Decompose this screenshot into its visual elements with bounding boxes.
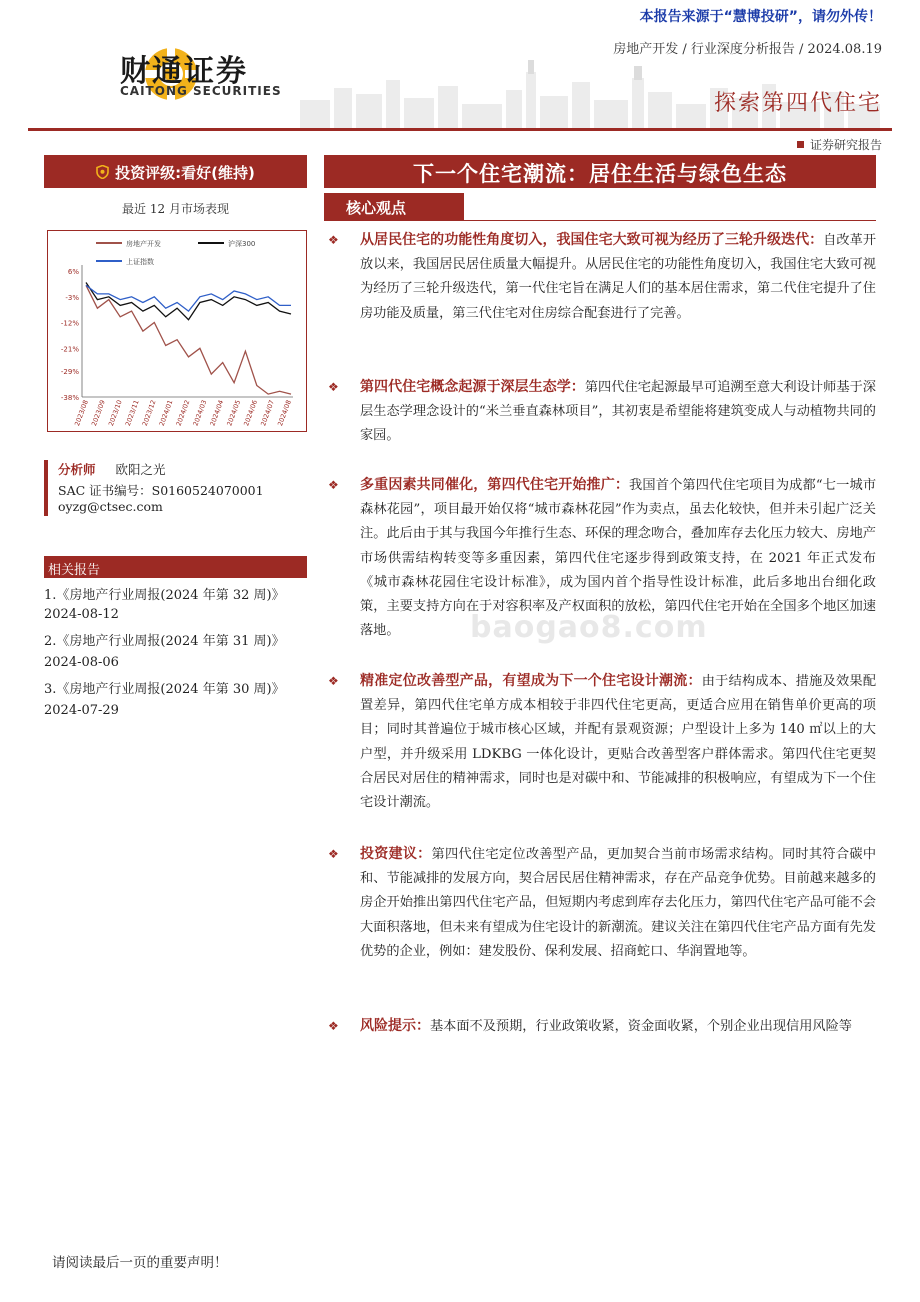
x-tick-label: 2024/03 xyxy=(191,398,209,428)
series-line xyxy=(86,283,291,320)
bullet-body: 自改革开放以来，我国居民居住质量大幅提升。从居民住宅的功能性角度切入，我国住宅大致可视为经历了三轮升级迭代，第一代住宅旨在满足人们的基本居住需求，第二代住宅提升了住房功能及质量，第三代住宅对住房综合配套进行了完善。 xyxy=(360,233,877,321)
chart-svg xyxy=(48,231,305,430)
x-tick-label: 2023/10 xyxy=(106,398,124,428)
analyst-email[interactable]: oyzg@ctsec.com xyxy=(58,499,163,514)
report-type-label: 证券研究报告 xyxy=(809,138,882,152)
core-views-label: 核心观点 xyxy=(346,199,407,217)
x-tick-label: 2024/07 xyxy=(259,398,276,428)
related-report-date: 2024-07-29 xyxy=(44,703,119,718)
x-tick-label: 2023/12 xyxy=(140,398,158,428)
series-line xyxy=(86,285,291,311)
related-reports-header xyxy=(44,556,307,578)
chart-caption: 最近 12 月市场表现 xyxy=(122,202,229,216)
x-tick-label: 2024/05 xyxy=(225,398,243,428)
analyst-label: 分析师 xyxy=(58,462,96,477)
analyst-row xyxy=(58,460,166,478)
market-performance-chart xyxy=(47,230,307,432)
bullet-lead: 精准定位改善型产品，有望成为下一个住宅设计潮流： xyxy=(360,673,702,689)
main-title: 下一个住宅潮流：居住生活与绿色生态 xyxy=(413,161,787,186)
bullet-lead: 投资建议： xyxy=(360,846,432,862)
x-tick-label: 2023/09 xyxy=(90,398,107,428)
x-tick-label: 2024/02 xyxy=(174,398,192,428)
bullet-item xyxy=(328,669,876,815)
related-report-title[interactable]: 3.《房地产行业周报(2024 年第 30 周)》 xyxy=(44,682,285,697)
bullet-lead: 风险提示： xyxy=(360,1018,430,1034)
diamond-bullet-icon: ❖ xyxy=(328,674,339,688)
brand-name-en: CAITONG SECURITIES xyxy=(120,84,282,98)
bullet-item xyxy=(328,375,876,449)
bullet-lead: 第四代住宅概念起源于深层生态学： xyxy=(360,379,585,395)
shield-icon xyxy=(96,165,109,179)
chart-legend xyxy=(96,239,255,266)
series-line xyxy=(86,285,291,394)
x-tick-label: 2023/08 xyxy=(73,398,90,428)
topic-title: 探索第四代住宅 xyxy=(713,91,882,116)
y-tick-label: -21% xyxy=(60,345,79,354)
core-views-rule xyxy=(324,220,876,221)
x-tick-label: 2024/08 xyxy=(276,398,293,428)
square-bullet-icon xyxy=(797,141,804,148)
related-report-title[interactable]: 1.《房地产行业周报(2024 年第 32 周)》 xyxy=(44,588,285,603)
footer-disclaimer: 请阅读最后一页的重要声明！ xyxy=(52,1255,228,1271)
bullet-body: 第四代住宅定位改善型产品，更加契合当前市场需求结构。同时其符合碳中和、节能减排的发展方向，契合居民居住精神需求，存在产品竞争优势。目前越来越多的房企开始推出第四代住宅产品，但短期内考虑到库存去化压力，第四代住宅产品可能不会大面积落地，但未来有望成为住宅设计的新潮流。建议关注在第四代住宅产品方面有先发优势的企业，例如：建发股份、保利发展、招商蛇口、华润置地等。 xyxy=(360,847,877,959)
bullet-body: 基本面不及预期，行业政策收紧，资金面收紧，个别企业出现信用风险等 xyxy=(430,1019,852,1034)
bullet-lead: 多重因素共同催化，第四代住宅开始推广： xyxy=(360,477,630,493)
diamond-bullet-icon: ❖ xyxy=(328,233,339,247)
watermark: baogao8.com xyxy=(470,610,708,645)
x-tick-label: 2024/06 xyxy=(242,398,260,428)
main-title-box xyxy=(324,155,876,188)
y-tick-label: -29% xyxy=(60,368,79,377)
header-rule xyxy=(28,128,892,131)
diamond-bullet-icon: ❖ xyxy=(328,847,339,861)
legend-label: 沪深300 xyxy=(228,240,256,248)
bullet-body: 由于结构成本、措施及效果配置差异，第四代住宅单方成本相较于非四代住宅更高，更适合应用在销售单价更高的项目；同时其普遍位于城市核心区域，并配有景观资源；户型设计上多为 140 ㎡以上的大户型，并升级采用 LDKBG 一体化设计，更贴合改善型客户群体需求。第四代住宅更契合居民对居住的精神需求，同时也是对碳中和、节能减排的积极响应，有望成为下一个住宅设计潮流。 xyxy=(360,674,877,811)
chart-series xyxy=(86,283,291,395)
diamond-bullet-icon: ❖ xyxy=(328,478,339,492)
diamond-bullet-icon: ❖ xyxy=(328,380,339,394)
legend-label: 房地产开发 xyxy=(126,240,161,248)
rating-label xyxy=(44,162,307,183)
analyst-accent-bar xyxy=(44,460,48,516)
header-meta: 房地产开发 / 行业深度分析报告 / 2024.08.19 xyxy=(613,42,882,57)
related-report-date: 2024-08-12 xyxy=(44,607,119,622)
y-tick-label: -12% xyxy=(60,319,79,328)
bullet-item xyxy=(328,842,876,964)
bullet-item xyxy=(328,1014,876,1039)
legend-label: 上证指数 xyxy=(126,258,154,266)
y-tick-label: -38% xyxy=(60,394,79,402)
related-reports-title: 相关报告 xyxy=(48,563,101,578)
chart-axes xyxy=(82,265,293,397)
bullet-body: 第四代住宅起源最早可追溯至意大利设计师基于深层生态学理念设计的“米兰垂直森林项目”，其初衷是希望能将建筑变成人与动植物共同的家园。 xyxy=(360,380,876,444)
x-tick-label: 2023/11 xyxy=(123,398,141,428)
y-tick-label: 6% xyxy=(67,268,79,276)
x-tick-label: 2024/01 xyxy=(157,398,175,428)
analyst-name: 欧阳之光 xyxy=(115,462,166,477)
rating-box xyxy=(44,155,307,188)
x-tick-label: 2024/04 xyxy=(208,398,226,428)
source-banner: 本报告来源于“慧博投研”，请勿外传！ xyxy=(639,9,882,25)
y-tick-label: -3% xyxy=(65,293,79,302)
bullet-body: 我国首个第四代住宅项目为成都“七一城市森林花园”，项目最开始仅将“城市森林花园”作为卖点，虽去化较快，但并未引起广泛关注。此后由于其与我国今年推行生态、环保的理念吻合，叠加库存去化压力较大、房地产市场供需结构转变等多重因素，第四代住宅逐步得到政策支持，在 2021 年正式发布《城市森林花园住宅设计标准》，成为国内首个指导性设计标准，此后多地出台细化政策，主要支持方向在于对容积率及产权面积的放松，第四代住宅开始在全国多个地区加速落地。 xyxy=(360,478,877,639)
bullet-item xyxy=(328,228,876,326)
related-report-title[interactable]: 2.《房地产行业周报(2024 年第 31 周)》 xyxy=(44,634,285,649)
core-views-tab xyxy=(324,193,464,221)
related-report-date: 2024-08-06 xyxy=(44,655,119,670)
brand-name: 财通证券 xyxy=(120,54,248,89)
bullet-lead: 从居民住宅的功能性角度切入，我国住宅大致可视为经历了三轮升级迭代： xyxy=(360,232,824,248)
report-type xyxy=(797,136,882,153)
diamond-bullet-icon: ❖ xyxy=(328,1019,339,1033)
rating-text: 投资评级:看好(维持) xyxy=(115,164,255,182)
analyst-sac: SAC 证书编号：S0160524070001 xyxy=(58,483,264,498)
